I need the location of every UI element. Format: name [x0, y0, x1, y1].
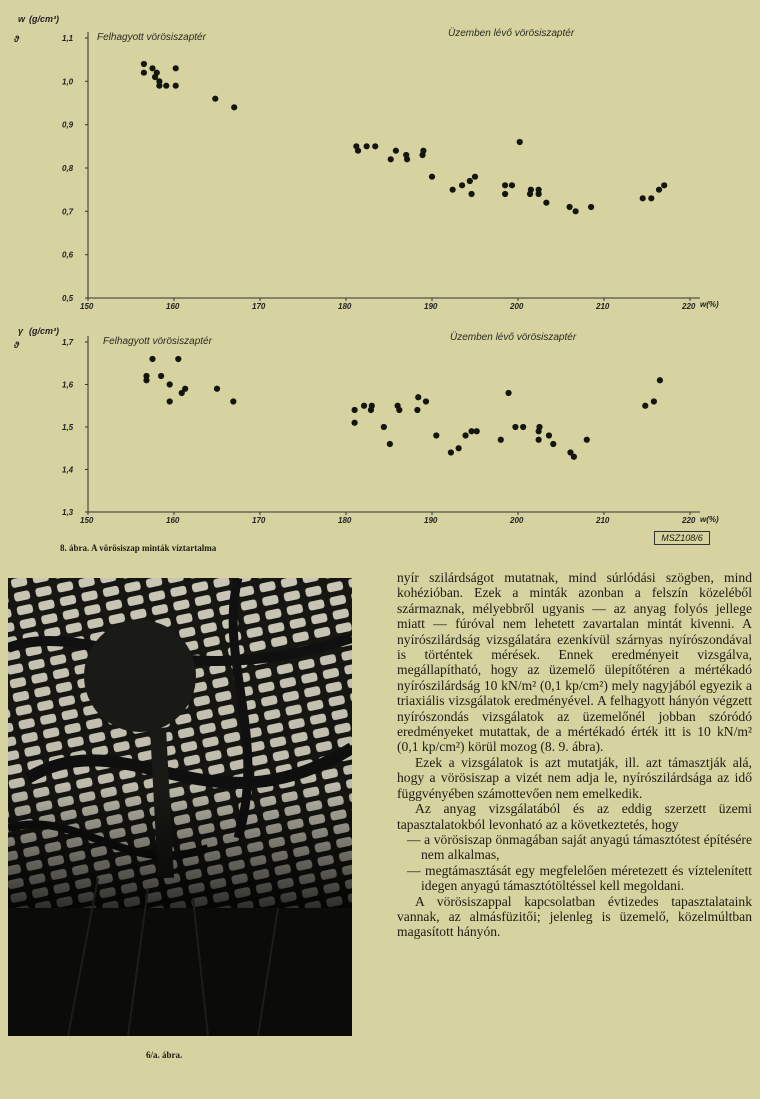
scatter-chart-density-bottom [0, 320, 760, 540]
y-axis-sub: ϑ [14, 34, 20, 44]
axis-lines [88, 32, 700, 298]
data-point [369, 403, 375, 409]
data-point [527, 191, 533, 197]
x-tick-label: 210 [596, 516, 610, 525]
data-point [520, 424, 526, 430]
x-tick-label: 200 [510, 302, 524, 311]
y-axis-sub: ϑ [14, 340, 20, 350]
x-tick-label: 210 [596, 302, 610, 311]
x-tick-label: 180 [338, 516, 352, 525]
data-point [450, 187, 456, 193]
data-point [230, 398, 236, 404]
data-point [404, 156, 410, 162]
data-point [149, 356, 155, 362]
data-point [536, 437, 542, 443]
data-point [364, 143, 370, 149]
data-point [543, 200, 549, 206]
data-point [517, 139, 523, 145]
data-point [361, 403, 367, 409]
x-tick-label: 170 [252, 516, 266, 525]
data-point [387, 441, 393, 447]
photo-illustration [8, 578, 352, 1036]
data-point [459, 182, 465, 188]
data-point [381, 424, 387, 430]
data-point [648, 195, 654, 201]
y-tick-label: 1,1 [62, 34, 74, 43]
data-point [448, 449, 454, 455]
data-point [433, 432, 439, 438]
data-point [396, 407, 402, 413]
data-point [141, 61, 147, 67]
data-point [661, 182, 667, 188]
annotation-operating: Üzemben lévő vörösiszaptér [450, 332, 577, 343]
list-item: — a vörösiszap önmagában saját anyagú támasztótest építésére nem alkalmas, [407, 831, 752, 863]
data-point [550, 441, 556, 447]
data-point [472, 174, 478, 180]
x-tick-label: 160 [166, 516, 180, 525]
data-point [175, 356, 181, 362]
data-point [212, 96, 218, 102]
x-tick-label: 180 [338, 302, 352, 311]
paragraph-2: Ezek a vizsgálatok is azt mutatják, ill. azt támasztják alá, hogy a vörösiszap a vizét nem adja le, nyírószilárdsága az idő függvényében számottevően nem emelkedik. [397, 754, 752, 801]
data-point [505, 390, 511, 396]
data-point [462, 432, 468, 438]
y-tick-label: 0,6 [62, 250, 74, 260]
y-tick-label: 0,9 [62, 120, 74, 130]
paragraph-closing: A vörösiszappal kapcsolatban évtizedes tapasztalataink vannak, az almásfüzitői; jelenleg is üzemelő, közelmúltban magasított hányón. [397, 893, 752, 940]
y-axis-unit: (g/cm³) [29, 326, 59, 336]
annotation-abandoned: Felhagyott vörösiszaptér [103, 336, 212, 347]
data-point [656, 187, 662, 193]
annotation-abandoned: Felhagyott vörösiszaptér [97, 32, 206, 43]
data-point [588, 204, 594, 210]
data-point [571, 454, 577, 460]
data-point [467, 178, 473, 184]
data-point [158, 373, 164, 379]
x-tick-label: 220 [682, 302, 696, 311]
figure-caption [60, 543, 216, 553]
data-point [214, 386, 220, 392]
data-point [456, 445, 462, 451]
scatter-chart-density-top [0, 0, 760, 320]
data-point [498, 437, 504, 443]
x-tick-label: 160 [166, 302, 180, 311]
data-point [423, 398, 429, 404]
data-point [573, 208, 579, 214]
x-tick-label: 190 [424, 302, 438, 311]
data-point [372, 143, 378, 149]
y-tick-label: 1,6 [62, 380, 74, 390]
x-axis-label: w(%) [700, 515, 719, 524]
data-point [167, 398, 173, 404]
data-point [352, 420, 358, 426]
data-point [143, 377, 149, 383]
data-point [182, 386, 188, 392]
figure-number: 8. [60, 543, 67, 553]
x-tick-label: 150 [80, 302, 94, 311]
data-point [352, 407, 358, 413]
y-tick-label: 1,4 [62, 465, 74, 475]
y-axis-symbol: γ [18, 326, 24, 336]
data-point [657, 377, 663, 383]
data-point [415, 394, 421, 400]
paragraph-3: Az anyag vizsgálatából és az eddig szerzett üzemi tapasztalatokból levonható az a következtetés, hogy [397, 801, 752, 832]
annotation-operating: Üzemben lévő vörösiszaptér [448, 28, 575, 39]
data-point [163, 83, 169, 89]
data-point [173, 83, 179, 89]
data-point [388, 156, 394, 162]
data-point [167, 381, 173, 387]
data-point [502, 191, 508, 197]
x-axis-label: w(%) [700, 300, 719, 309]
y-tick-label: 1,7 [62, 338, 74, 347]
figure-caption-text: ábra. A vörösiszap minták víztartalma [69, 543, 217, 553]
data-point [567, 204, 573, 210]
photo-caption: 6/a. ábra. [146, 1050, 183, 1060]
data-point [509, 182, 515, 188]
y-axis-unit: (g/cm³) [29, 14, 59, 24]
data-point [474, 428, 480, 434]
data-point [231, 104, 237, 110]
paragraph-1: nyír szilárdságot mutatnak, mind súrlódási szögben, mind kohézióban. Ezek a minták azonban a felszín közeléből származnak, mélyebbről ugyanis — az anyag folyós jellege miatt — fúróval nem lehetett zavartalan mintát kivenni. A nyírószilárdság vizsgálatára ezenkívül szárnyas nyírószondával is történtek mérések. Ennek eredményeit vizsgálva, megállapítható, hogy az üzemelő ülepítőtéren a mértékadó nyírószilárdság 10 kN/m² (0,1 kp/cm²) mely nagyjából egyezik a triaxiális vizsgálatok eredményével. A felhagyott hányón végzett nyírószondás vizsgálatok az üzemelőnél jobban szóródó eredményeket mutattak, de a mértékadó érték itt is 10 kN/m² (0,1 kp/cm²) körül mozog (8. 9. ábra). [397, 570, 752, 755]
data-point [468, 191, 474, 197]
y-axis-symbol: w [18, 14, 26, 24]
data-point [651, 398, 657, 404]
y-tick-label: 1,5 [62, 423, 74, 432]
y-tick-label: 0,8 [62, 164, 74, 173]
data-point [502, 182, 508, 188]
data-point [642, 403, 648, 409]
data-point [546, 432, 552, 438]
figure-stamp: MSZ108/6 [654, 531, 710, 545]
data-point [355, 148, 361, 154]
data-point [640, 195, 646, 201]
data-point [419, 152, 425, 158]
axis-lines [88, 336, 700, 512]
data-point [512, 424, 518, 430]
x-tick-label: 200 [510, 516, 524, 525]
x-tick-label: 220 [682, 516, 696, 525]
x-tick-label: 170 [252, 302, 266, 311]
data-point [536, 191, 542, 197]
data-point [536, 424, 542, 430]
body-text-column [397, 570, 752, 940]
data-point [173, 65, 179, 71]
x-tick-label: 190 [424, 516, 438, 525]
photo-cracked-mud [8, 578, 352, 1036]
data-point [141, 70, 147, 76]
data-point [429, 174, 435, 180]
y-tick-label: 1,0 [62, 77, 74, 87]
y-tick-label: 0,7 [62, 207, 74, 217]
y-tick-label: 1,3 [62, 508, 74, 517]
list-item: — megtámasztását egy megfelelően méretezett és víztelenített idegen anyagú támasztótöltéssel kell megoldani. [407, 862, 752, 894]
data-point [393, 148, 399, 154]
x-tick-label: 150 [80, 516, 94, 525]
data-point [584, 437, 590, 443]
data-point [414, 407, 420, 413]
data-point [156, 83, 162, 89]
y-tick-label: 0,5 [62, 294, 74, 303]
